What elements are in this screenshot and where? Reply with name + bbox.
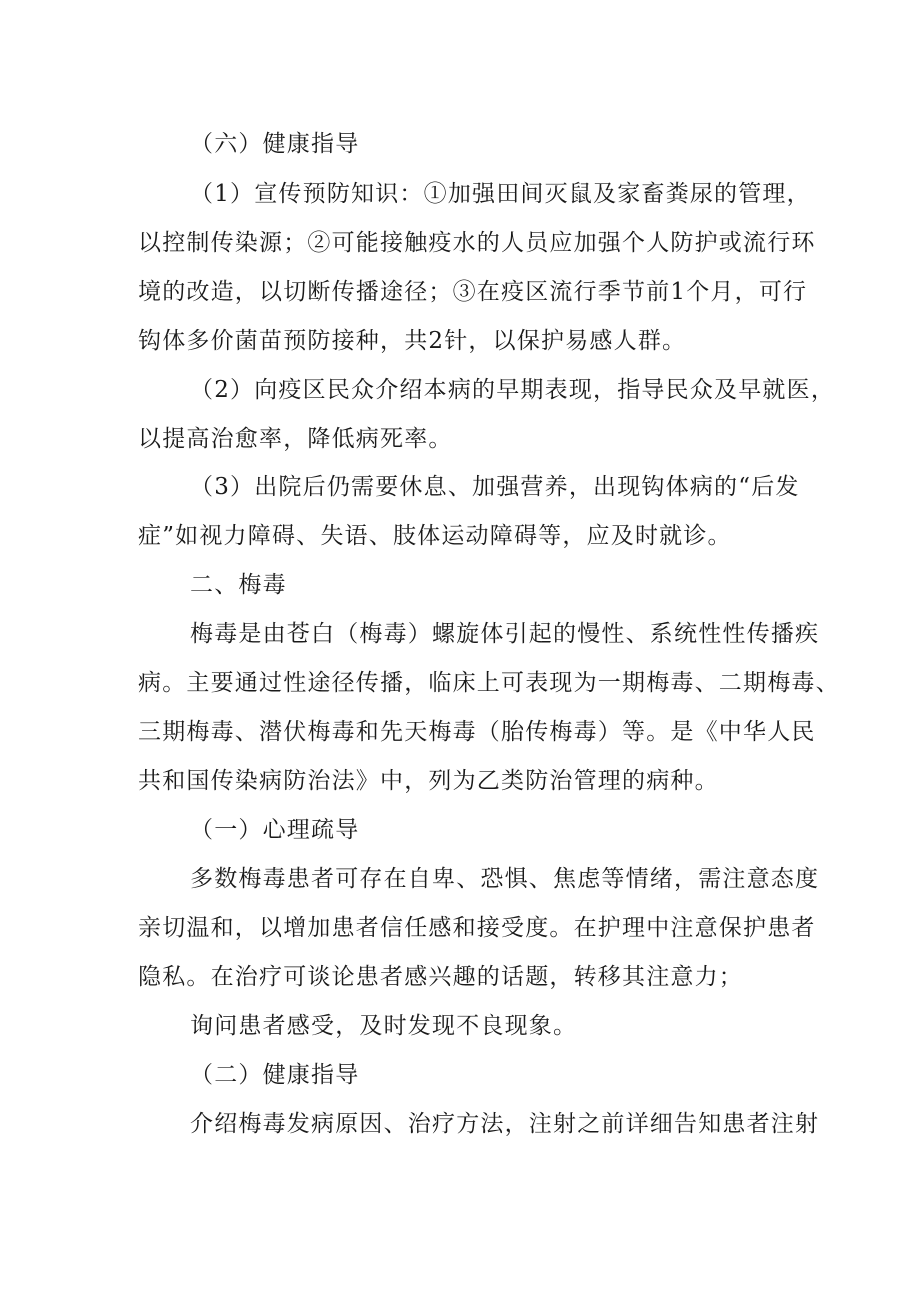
paragraph-line: （2）向疫区民众介绍本病的早期表现，指导民众及早就医， [190, 377, 836, 403]
paragraph-line: 梅毒是由苍白（梅毒）螺旋体引起的慢性、系统性性传播疾 [190, 621, 820, 647]
paragraph-line: （3）出院后仍需要休息、加强营养，出现钩体病的“后发 [190, 474, 800, 500]
paragraph-line: 症”如视力障碍、失语、肢体运动障碍等，应及时就诊。 [138, 523, 732, 549]
paragraph-line: 以提高治愈率，降低病死率。 [138, 426, 453, 452]
paragraph-line: 共和国传染病防治法》中，列为乙类防治管理的病种。 [138, 768, 719, 794]
paragraph-line: 以控制传染源；②可能接触疫水的人员应加强个人防护或流行环 [138, 230, 816, 256]
subheading-health-guidance: （六）健康指导 [190, 131, 360, 157]
subheading-health-guidance-2: （二）健康指导 [190, 1062, 360, 1088]
paragraph-line: 病。主要通过性途径传播，临床上可表现为一期梅毒、二期梅毒、 [138, 670, 840, 696]
paragraph-line: 亲切温和，以增加患者信任感和接受度。在护理中注意保护患者 [138, 915, 816, 941]
paragraph-line: 询问患者感受，及时发现不良现象。 [190, 1013, 578, 1039]
paragraph-line: 多数梅毒患者可存在自卑、恐惧、焦虑等情绪，需注意态度 [190, 866, 820, 892]
paragraph-line: 介绍梅毒发病原因、治疗方法，注射之前详细告知患者注射 [190, 1111, 820, 1137]
paragraph-line: 钩体多价菌苗预防接种，共2针，以保护易感人群。 [138, 328, 687, 354]
section-heading-syphilis: 二、梅毒 [190, 572, 287, 598]
paragraph-line: 隐私。在治疗可谈论患者感兴趣的话题，转移其注意力； [138, 964, 743, 990]
subheading-psychological-guidance: （一）心理疏导 [190, 817, 360, 843]
paragraph-line: 三期梅毒、潜伏梅毒和先天梅毒（胎传梅毒）等。是《中华人民 [138, 719, 816, 745]
paragraph-line: 境的改造，以切断传播途径；③在疫区流行季节前1个月，可行 [138, 279, 808, 305]
paragraph-line: （1）宣传预防知识：①加强田间灭鼠及家畜粪尿的管理， [190, 181, 811, 207]
